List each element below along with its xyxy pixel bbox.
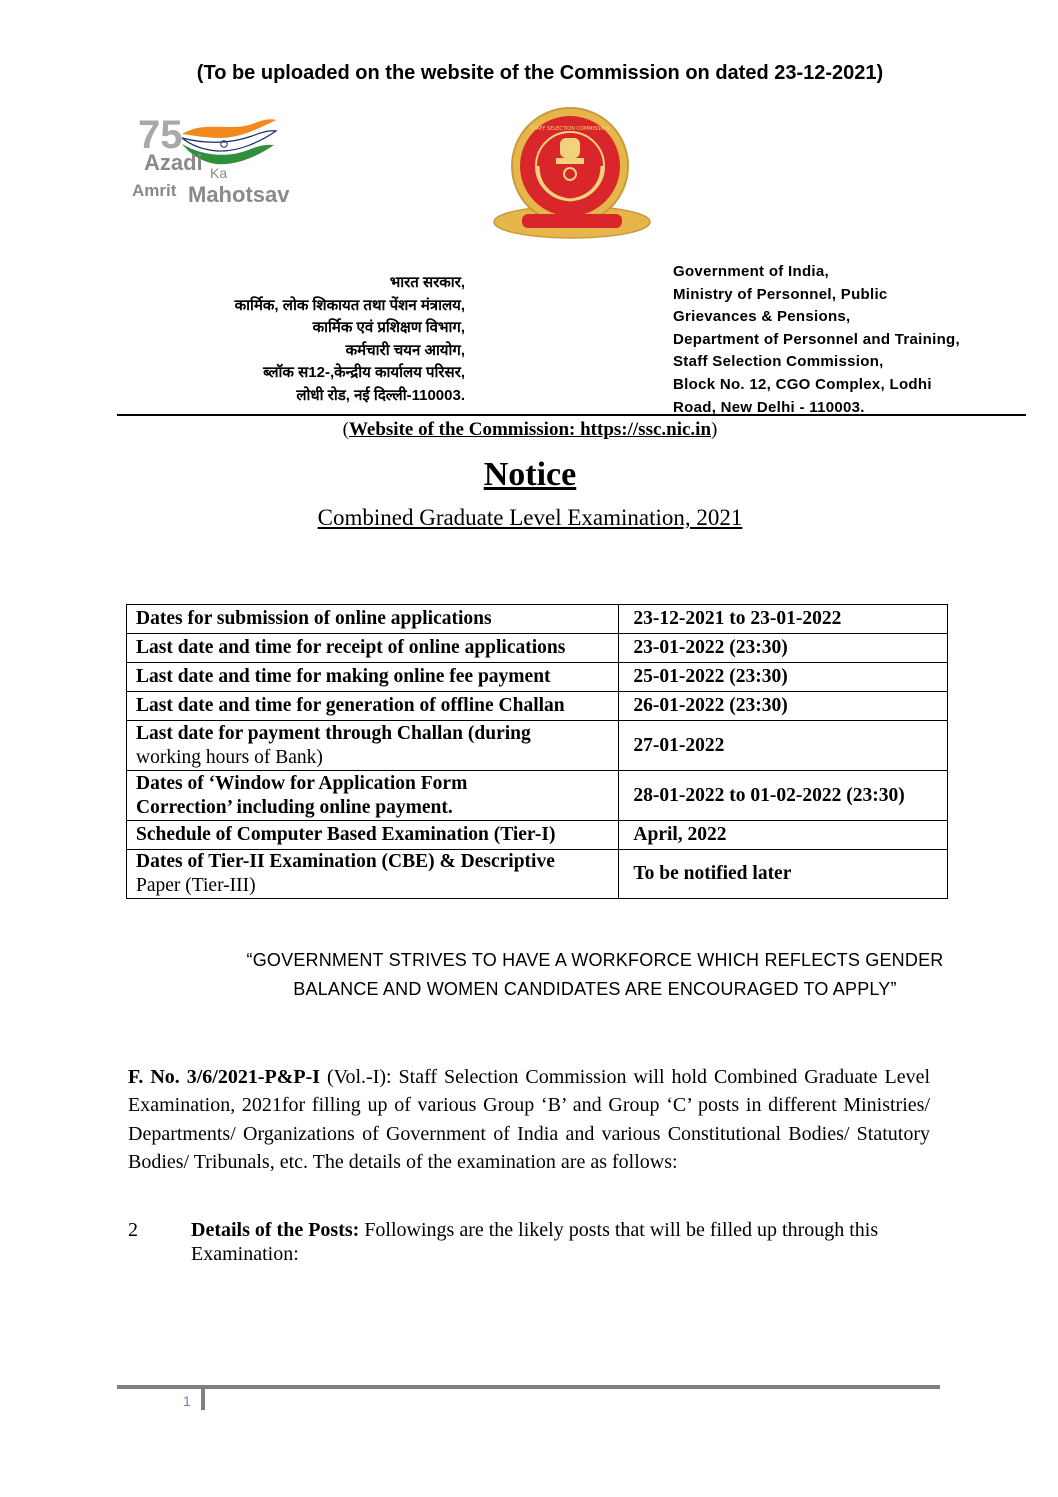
table-row (127, 721, 948, 771)
hindi-address-line: ब्लॉक स12-,केन्द्रीय कार्यालय परिसर, (263, 364, 465, 381)
schedule-label (127, 850, 619, 899)
posts-text-block (191, 1218, 930, 1266)
schedule-label-line: working hours of Bank) (136, 746, 323, 768)
intro-paragraph (128, 1063, 930, 1176)
english-address-block (673, 261, 1033, 419)
website-line (0, 419, 1058, 441)
schedule-value: 25-01-2022 (23:30) (619, 663, 948, 692)
logo-word-ka: Ka (210, 165, 228, 181)
intro-text: : Staff Selection Commission will hold Combined Graduate Level Examination, 2021for filling up of various Group ‘B’ and Group ‘C’ posts in different Ministries/ Departments/ Organizations of Government of India and various Constitutional Bodies/ Statutory Bodies/ Tribunals, etc. The details of the examination are as follows: (128, 1066, 931, 1173)
schedule-label-line: Last date for payment through Challan (during (136, 722, 531, 744)
posts-section (128, 1218, 930, 1266)
schedule-value: To be notified later (619, 850, 948, 899)
schedule-label (127, 771, 619, 821)
header-divider (117, 414, 1026, 416)
hindi-address-line: कार्मिक, लोक शिकायत तथा पेंशन मंत्रालय, (234, 296, 465, 314)
ssc-emblem (492, 106, 652, 246)
section-number: 2 (128, 1219, 138, 1241)
notice-title: Notice (483, 456, 577, 493)
schedule-label: Last date and time for generation of offline Challan (127, 692, 619, 721)
hindi-address-line: लोधी रोड, नई दिल्ली-110003. (296, 386, 465, 404)
logo-word-azadi: Azadi (144, 150, 203, 175)
upload-note: (To be uploaded on the website of the Commission on dated 23-12-2021) (196, 62, 884, 84)
emblem-ring-text: STAFF SELECTION COMMISSION (530, 126, 610, 132)
schedule-label (127, 721, 619, 771)
page-number: 1 (183, 1393, 191, 1409)
schedule-label: Dates for submission of online applications (127, 605, 619, 634)
logo-numeral: 75 (138, 113, 183, 157)
website-open-paren: ( (342, 419, 349, 440)
website-link[interactable]: Website of the Commission: https://ssc.nic.in (348, 419, 712, 440)
schedule-value: 27-01-2022 (619, 721, 948, 771)
table-row (127, 771, 948, 821)
footer-rule (117, 1385, 940, 1389)
hindi-address-block (150, 272, 465, 407)
logo-word-amrit: Amrit (132, 181, 177, 200)
table-row (127, 850, 948, 899)
file-volume: (Vol.-I) (326, 1066, 387, 1088)
table-row (127, 634, 948, 663)
schedule-label-line: Correction’ including online payment. (136, 796, 453, 818)
schedule-value: 23-12-2021 to 23-01-2022 (619, 605, 948, 634)
file-number: F. No. 3/6/2021-P&P-I (128, 1066, 321, 1088)
website-close-paren: ) (711, 419, 718, 440)
azadi-ka-amrit-mahotsav-logo (130, 104, 320, 214)
schedule-label-line: Paper (Tier-III) (136, 875, 256, 896)
posts-text: Followings are the likely posts that will be filled up through this Examination: (191, 1219, 879, 1265)
english-address-line: Grievances & Pensions, (673, 308, 851, 326)
hindi-address-line: भारत सरकार, (389, 274, 465, 291)
footer-tick (201, 1385, 205, 1410)
table-row (127, 821, 948, 850)
schedule-label-line: Dates of Tier-II Examination (CBE) & Descriptive (136, 851, 555, 872)
schedule-label: Last date and time for receipt of online applications (127, 634, 619, 663)
schedule-value: 23-01-2022 (23:30) (619, 634, 948, 663)
english-address-line: Department of Personnel and Training, (673, 330, 960, 348)
english-address-line: Ministry of Personnel, Public (673, 285, 888, 303)
schedule-value: April, 2022 (619, 821, 948, 850)
table-row (127, 605, 948, 634)
schedule-value: 28-01-2022 to 01-02-2022 (23:30) (619, 771, 948, 821)
schedule-label: Schedule of Computer Based Examination (Tier-I) (127, 821, 619, 850)
schedule-label: Last date and time for making online fee payment (127, 663, 619, 692)
schedule-value: 26-01-2022 (23:30) (619, 692, 948, 721)
english-address-line: Block No. 12, CGO Complex, Lodhi (673, 375, 932, 393)
quote-line: BALANCE AND WOMEN CANDIDATES ARE ENCOURAGED TO APPLY” (293, 979, 897, 999)
schedule-table (126, 604, 948, 899)
quote-line: “GOVERNMENT STRIVES TO HAVE A WORKFORCE WHICH REFLECTS GENDER (246, 950, 944, 970)
hindi-address-line: कार्मिक एवं प्रशिक्षण विभाग, (312, 319, 465, 336)
english-address-line: Government of India, (673, 263, 830, 280)
table-row (127, 692, 948, 721)
table-row (127, 663, 948, 692)
gender-balance-quote (205, 946, 985, 1004)
exam-title: Combined Graduate Level Examination, 2021 (317, 505, 743, 530)
posts-heading: Details of the Posts: (191, 1219, 360, 1241)
hindi-address-line: कर्मचारी चयन आयोग, (345, 341, 465, 359)
schedule-label-line: Dates of ‘Window for Application Form (136, 772, 468, 794)
english-address-line: Staff Selection Commission, (673, 353, 884, 371)
logo-word-mahotsav: Mahotsav (188, 182, 290, 207)
english-address-line: Road, New Delhi - 110003. (673, 398, 865, 416)
